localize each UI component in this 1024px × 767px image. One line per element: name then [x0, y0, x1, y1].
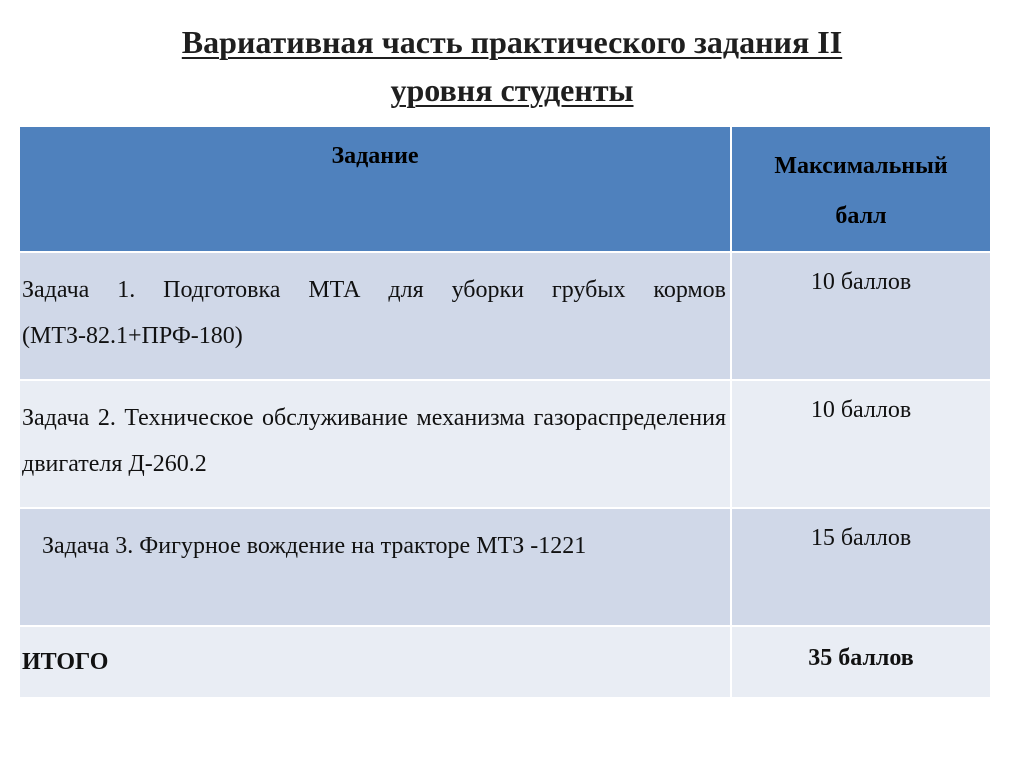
title-line-1: Вариативная часть практического задания II	[181, 24, 843, 60]
score-cell: 10 баллов	[731, 380, 991, 508]
total-row	[19, 626, 991, 698]
table-row	[19, 252, 991, 380]
task-cell: Задача 3. Фигурное вождение на тракторе МТЗ -1221	[19, 508, 731, 626]
score-cell: 10 баллов	[731, 252, 991, 380]
header-max-score-line1: Максимальный	[774, 153, 948, 179]
header-task: Задание	[19, 126, 731, 252]
table-row	[19, 380, 991, 508]
total-score: 35 баллов	[731, 626, 991, 698]
slide-title	[0, 18, 1024, 114]
header-max-score-line2: балл	[835, 203, 887, 229]
table-row	[19, 508, 991, 626]
total-label: ИТОГО	[19, 626, 731, 698]
score-cell: 15 баллов	[731, 508, 991, 626]
table-header-row	[19, 126, 991, 252]
header-max-score	[731, 126, 991, 252]
scoring-table	[18, 125, 992, 699]
title-line-2: уровня студенты	[390, 72, 634, 108]
task-cell: Задача 1. Подготовка МТА для уборки грубых кормов (МТЗ-82.1+ПРФ-180)	[19, 252, 731, 380]
task-cell: Задача 2. Техническое обслуживание механизма газораспределения двигателя Д-260.2	[19, 380, 731, 508]
